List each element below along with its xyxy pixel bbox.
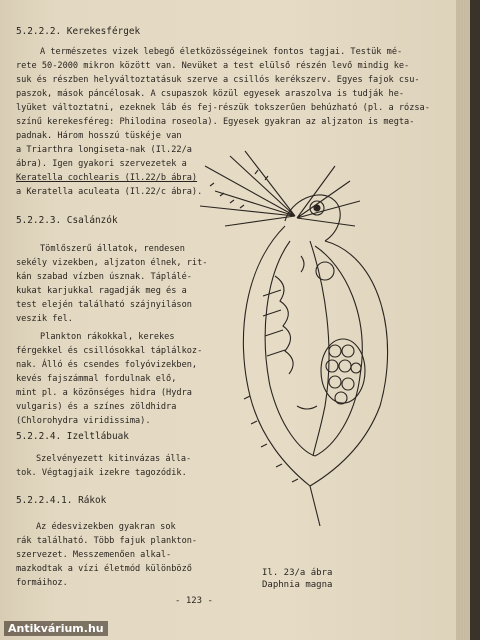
text-line: nak. Álló és csendes folyóvizekben, <box>16 360 198 370</box>
text-line: sekély vizekben, aljzaton élnek, rit- <box>16 258 208 268</box>
text-line: Az édesvizekben gyakran sok <box>36 522 176 532</box>
text-line: mint pl. a közönséges hidra (Hydra <box>16 388 192 398</box>
text-line: a Triarthra longiseta-nak (Il.22/a <box>16 145 192 155</box>
text-line: paszok, mások páncélosak. A csupaszok közül egyesek araszolva is tudják he- <box>16 89 405 99</box>
text-line: Plankton rákokkal, kerekes <box>40 332 175 342</box>
watermark: Antikvárium.hu <box>4 621 108 636</box>
text-line: férgekkel és csillósokkal táplálkoz- <box>16 346 203 356</box>
figure-caption-number: Il. 23/a ábra <box>262 568 333 578</box>
section-heading-kerekesfergek: 5.2.2.2. Kerekesférgek <box>16 26 141 37</box>
text-line: mazkodtak a vízi életmód különböző <box>16 564 192 574</box>
text-line: rete 50-2000 mikron között van. Nevüket a test elülső részén levő mindig ke- <box>16 61 410 71</box>
text-line: a Keratella aculeata (Il.22/c ábra). <box>16 187 203 197</box>
text-line: lyüket változtatni, ezeknek láb és fej-részük tokszerűen behúzható (pl. a rózsa- <box>16 103 430 113</box>
text-line: padnak. Három hosszú tüskéje van <box>16 131 182 141</box>
text-line: veszik fel. <box>16 314 73 324</box>
daphnia-illustration <box>185 146 450 531</box>
text-line: Keratella cochlearis (Il.22/b ábra) <box>16 173 198 183</box>
text-line: kevés fajszámmal fordulnak elő, <box>16 374 177 384</box>
section-heading-rakok: 5.2.2.4.1. Rákok <box>16 495 107 506</box>
text-line: Szelvényezett kitinvázas álla- <box>36 454 192 464</box>
text-line: Tömlőszerű állatok, rendesen <box>40 244 185 254</box>
section-heading-csalanzok: 5.2.2.3. Csalánzók <box>16 215 118 226</box>
section-heading-izeltlabuak: 5.2.2.4. Izeltlábuak <box>16 431 129 442</box>
text-line: (Chlorohydra viridissima). <box>16 416 151 426</box>
page-number: - 123 - <box>175 596 213 606</box>
text-line: kukat karjukkal ragadják meg és a <box>16 286 187 296</box>
figure-caption-species: Daphnia magna <box>262 580 333 590</box>
text-line: kán szabad vízben úsznak. Táplálé- <box>16 272 192 282</box>
text-line: formáihoz. <box>16 578 68 588</box>
text-line: suk és részben helyváltoztatásuk szerve a csillós kerékszerv. Egyes fajok csu- <box>16 75 420 85</box>
text-line: szervezet. Messzemenően alkal- <box>16 550 172 560</box>
text-line: színű kerekesféreg: Philodina roseola). Egyesek gyakran az aljzaton is megta- <box>16 117 415 127</box>
text-line: A természetes vizek lebegő életközösségeinek fontos tagjai. Testük mé- <box>40 47 403 57</box>
text-line: test elején található szájnyiláson <box>16 300 192 310</box>
text-line: vulgaris) és a színes zöldhidra <box>16 402 177 412</box>
text-line: tok. Végtagjaik izekre tagozódik. <box>16 468 187 478</box>
text-line: rák található. Több fajuk plankton- <box>16 536 198 546</box>
page-edge <box>456 0 470 640</box>
text-line: ábra). Igen gyakori szervezetek a <box>16 159 187 169</box>
